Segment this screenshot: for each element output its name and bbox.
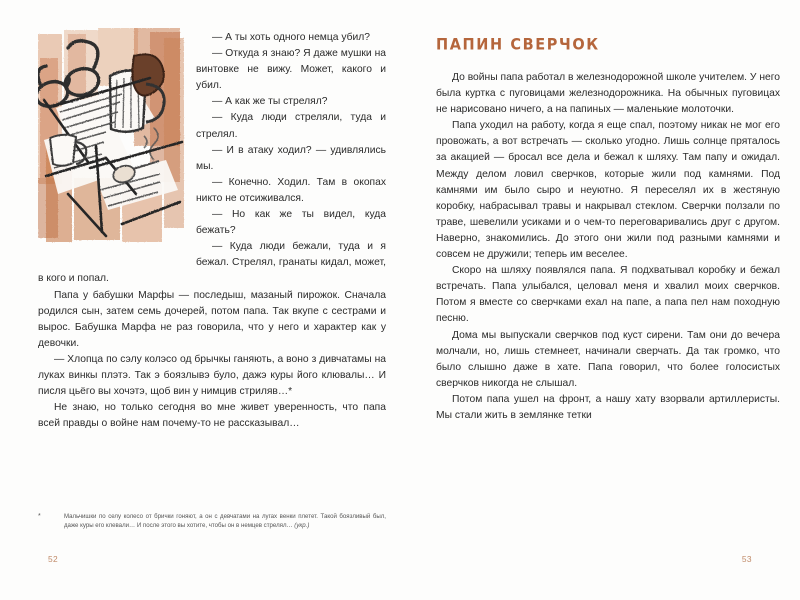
- paragraph: — Хлопца по сэлу колэсо од брычкы ганяють, а воно з дивчатамы на луках винкы плэтэ. Так э боязлывэ було, дажэ куры його клювалы… И писля цьёго вы хочэтэ, щоб вин у нимцив стриляв…*: [38, 353, 386, 398]
- paragraph: — А как же ты стрелял?: [212, 96, 328, 108]
- right-page: [400, 0, 800, 600]
- footnote-text: [64, 513, 386, 530]
- right-page-text-column: [436, 70, 780, 424]
- paragraph: Папа уходил на работу, когда я еще спал, поэтому никак не мог его провожать, а вот встречать — сколько угодно. Лишь солнце пряталось за акацией — бросал все дела и бежал к шляху. Там папу и ожидал. Между делом ловил сверчков, которые жили под камнями. Под камнями им было сыро и неуютно. Я переселял их в жестяную коробку, набрасывал травы и накрывал стеклом. Сверчки ползали по траве, шевелили усиками и о чем-то переговаривались друг с другом. Наверно, знакомились. До этого они жили под разными камнями и совсем не дружили; теперь им веселее.: [436, 120, 780, 261]
- paragraph: — Куда люди бежали, туда и я бежал. Стрелял, гранаты кидал, может, в кого и попал.: [38, 241, 386, 285]
- footnote-body: Мальчишки по селу колесо от брички гоняют, а он с девчатами на лугах венки плетет. Такой боязливый был, даже куры его клевали… И после этого вы хотите, чтобы он в немцев стрелял…: [64, 513, 386, 529]
- paragraph: Не знаю, но только сегодня во мне живет уверенность, что папа всей правды о войне нам почему-то не рассказывал…: [38, 402, 386, 430]
- paragraph: Потом папа ушел на фронт, а нашу хату взорвали артиллеристы. Мы стали жить в землянке тетки: [436, 393, 780, 421]
- paragraph: Папа у бабушки Марфы — последыш, мазаный пирожок. Сначала родился сын, затем семь дочерей, потом папа. Так вкупе с сестрами и вырос. Бабушка Марфа не раз говорила, что у него и характер как у девочки.: [38, 289, 386, 349]
- paragraph: — Куда люди стреляли, туда и стрелял.: [196, 112, 386, 140]
- paragraph: Скоро на шляху появлялся папа. Я подхватывал коробку и бежал встречать. Папа улыбался, целовал меня и хвалил моих сверчков. Потом я вместе со сверчками ехал на папе, а папа пел нам походную песню.: [436, 265, 780, 325]
- page-number-left: 52: [48, 554, 59, 564]
- footnote-language-note: (укр.): [294, 521, 310, 529]
- paragraph: До войны папа работал в железнодорожной школе учителем. У него была куртка с пуговицами железнодорожника. На обычных пуговицах не нарисовано ничего, а на папиных — маленькие молоточки.: [436, 72, 780, 116]
- page-number-right: 53: [741, 554, 752, 564]
- paragraph: — Конечно. Ходил. Там в окопах никто не отсиживался.: [196, 176, 386, 204]
- footnote: [38, 513, 386, 530]
- chapter-title: ПАПИН СВЕРЧОК: [436, 36, 600, 54]
- chapter-illustration: [38, 28, 188, 254]
- paragraph: Дома мы выпускали сверчков под куст сирени. Там они до вечера молчали, но, лишь стемнеет, начинали сверчать. Да так громко, что было слышно даже в хате. Папа говорил, что более голосистых сверчков никогда не слышал.: [436, 329, 780, 389]
- paragraph: — Откуда я знаю? Я даже мушки на винтовке не вижу. Может, какого и убил.: [196, 48, 386, 92]
- paragraph: — Но как же ты видел, куда бежать?: [196, 209, 386, 237]
- footnote-marker: *: [38, 513, 41, 520]
- paragraph: — И в атаку ходил? — удивлялись мы.: [196, 144, 386, 172]
- paragraph: — А ты хоть одного немца убил?: [212, 32, 371, 43]
